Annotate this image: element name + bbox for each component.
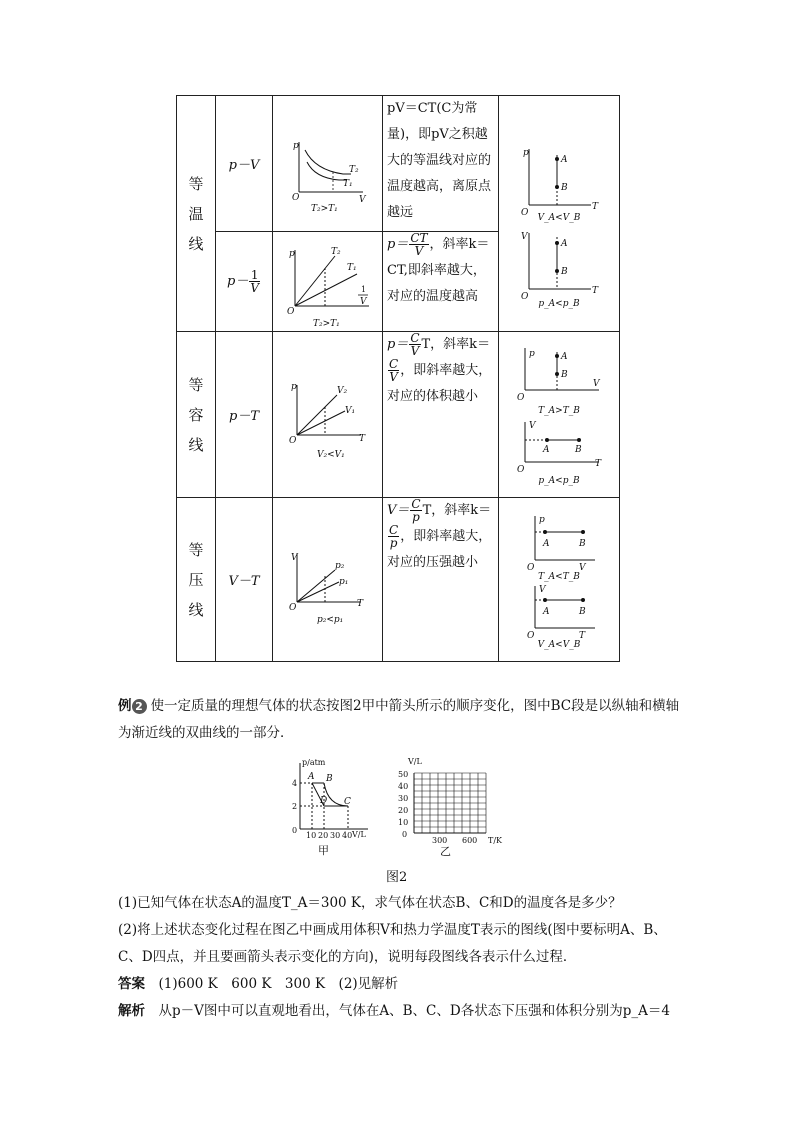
x-tick: 600 [462,836,478,845]
graph-cell-p-v [273,96,383,232]
y-axis-label: p [293,140,299,151]
point-a [555,157,559,161]
y-axis-label: V [529,420,536,431]
x-axis-label: V/L [352,830,366,839]
y-tick: 10 [398,818,409,827]
x-axis-label: T [592,201,599,212]
frac-den: p [412,510,420,524]
fraction [249,269,260,294]
frac-num: C [389,357,399,371]
y-axis-label: V/L [408,757,422,766]
graph-caption: T₂>T₁ [311,203,338,214]
desc-v-t [383,498,499,662]
kind-char: 线 [188,600,204,619]
examples-isochore [499,332,620,498]
line-label-v2: V₂ [337,385,348,396]
curve-label-t1: T₁ [343,178,353,189]
statement-text: 使一定质量的理想气体的状态按图2甲中箭头所示的顺序变化，图中BC段是以纵轴和横轴为渐近线的双曲线的一部分． [118,698,680,741]
fraction [388,358,399,383]
origin-label: O [289,435,297,446]
figure-caption: 图2 [386,870,408,885]
x-tick: 10 [306,831,317,840]
isotherm-curve-t1 [307,162,347,180]
origin-label: O [287,306,295,317]
example-caption: V_A<V_B [537,639,581,650]
line-label-p2: p₂ [335,560,345,571]
x-tick: 40 [342,831,353,840]
desc-p-t [383,332,499,498]
badge-number: 2 [132,699,147,714]
examples-isotherm [499,96,620,332]
line-v2 [297,395,337,435]
fraction [409,232,428,257]
y-axis-label: p [539,514,545,525]
isotherm-pv-graph [273,114,381,214]
graph-cell-p-invv [273,232,383,332]
kind-char: 压 [188,570,204,589]
desc-prefix: p＝ [387,237,409,252]
y-axis-label: p/atm [302,758,326,767]
isotherm-curve-t2 [305,150,351,174]
example-badge [118,693,147,720]
answer-line [118,971,683,998]
example-graph-vt [499,582,619,642]
kind-char: 等 [188,540,204,559]
origin-label: O [292,192,300,203]
x-axis-label: V [593,378,600,389]
y-tick: 30 [398,794,409,803]
line-t1 [295,274,357,306]
relation-v-t: V－T [216,498,273,662]
frac-num: CT [410,231,428,245]
answer-label: 答案 [118,976,145,992]
desc-p-v [383,96,499,232]
frac-den: V [414,244,424,258]
desc-suffix: ，即斜率越大，对应的体积越小 [387,363,492,404]
fraction [410,498,421,523]
x-axis-label: V [579,562,586,573]
kind-char: 线 [188,234,204,253]
frac-num: 1 [250,268,259,282]
x-tick: 300 [432,836,448,845]
question-1: (1)已知气体在状态A的温度T_A＝300 K，求气体在状态B、C和D的温度各是多少？ [118,895,622,911]
isochore-graph [273,365,381,465]
relation-p-t: p－T [216,332,273,498]
analysis-label: 解析 [118,1003,145,1019]
line-label-p1: p₁ [339,576,349,587]
desc-p-invv [383,232,499,332]
point-label-b: B [561,182,568,193]
x-tick: 20 [318,831,329,840]
analysis-line [118,998,683,1025]
point-label-b: B [579,606,586,617]
desc-text: pV＝CT(C为常量)，即pV之积越大的等温线对应的温度越高，离原点越远 [387,101,492,220]
relation-p-invv [216,232,273,332]
origin-label: O [517,464,525,475]
point-label-a: A [543,538,550,549]
frac-num: C [389,523,399,537]
line-label-t1: T₁ [347,262,357,273]
answer-text: (1)600 K 600 K 300 K (2)见解析 [158,976,399,992]
analysis-text: 从p－V图中可以直观地看出，气体在A、B、C、D各状态下压强和体积分别为p_A＝4 [158,1003,670,1019]
isobar-graph [273,530,381,630]
kind-char: 线 [188,435,204,454]
example-caption: p_A<p_B [538,298,580,309]
point-label-a: A [543,606,550,617]
desc-prefix: p＝ [387,337,409,352]
row-kind-isotherm [177,96,216,332]
frac-den: V [250,281,259,295]
x-tick: 30 [330,831,341,840]
x-axis-label: T [592,285,599,296]
line-v1 [297,411,345,435]
y-axis-label: V [521,231,528,242]
kind-char: 等 [188,375,204,394]
y-axis-label: p [523,147,529,158]
y-axis-label: p [529,348,535,359]
origin-label: O [527,562,535,573]
example-graph-vt [499,223,619,303]
y-axis-label: p [289,248,295,259]
origin-label: O [517,392,525,403]
row-kind-isochore [177,332,216,498]
example-graph-vt [499,416,619,480]
graph-caption: T₂>T₁ [313,318,340,329]
desc-prefix: V＝ [387,503,410,518]
x-axis-label: T [357,598,364,609]
y-tick: 50 [398,770,409,779]
graph-caption: p₂<p₁ [317,614,344,625]
example-caption: T_A>T_B [538,405,580,416]
graph-cell-v-t [273,498,383,662]
y-tick: 4 [292,779,298,788]
point-b [555,185,559,189]
gas-law-table [176,95,620,662]
line-label-t2: T₂ [331,246,341,257]
desc-mid: T，斜率k＝ [421,337,491,352]
y-tick: 20 [398,806,409,815]
graph-cell-p-t [273,332,383,498]
point-label-b: B [575,444,582,455]
example-caption: T_A<T_B [538,571,580,582]
desc-mid: T，斜率k＝ [422,503,492,518]
point-label-b: B [561,266,568,277]
x-axis-label: T [595,458,602,469]
curve-label-t2: T₂ [349,164,359,175]
example-caption: p_A<p_B [538,475,580,486]
figure-jia-pv [282,757,382,859]
x-axis-label: T [359,433,366,444]
origin-label: O [289,602,297,613]
point-label-d: D [320,796,328,806]
point-label-a: A [561,238,568,249]
example-caption: V_A<V_B [537,212,581,223]
point-label-a: A [308,772,315,782]
x-axis-label: T [579,630,586,641]
figure-label: 乙 [440,845,451,858]
row-kind-isobar [177,498,216,662]
fraction [388,524,399,549]
figure-yi-grid [392,755,510,859]
line-t2 [295,256,335,306]
origin-label: O [521,207,529,218]
point-label-b: B [579,538,586,549]
y-tick: 2 [292,802,298,811]
fraction [409,332,420,357]
example-graph-pt [499,119,619,219]
origin-label: O [521,291,529,302]
examples-isobar [499,498,620,662]
point-label-c: C [344,797,351,807]
point-label-b: B [561,369,568,380]
origin-label: O [527,630,535,641]
point-a [555,241,559,245]
isotherm-p-invv-graph [273,234,381,330]
figure-label: 甲 [318,844,329,857]
y-axis-label: V [291,552,298,563]
relation-p-v: p－V [216,96,273,232]
y-tick: 40 [398,782,409,791]
kind-char: 等 [188,174,204,193]
question-2: (2)将上述状态变化过程在图乙中画成用体积V和热力学温度T表示的图线(图中要标明A、B、C、D四点，并且要画箭头表示变化的方向)，说明每段图线各表示什么过程． [118,922,667,965]
kind-char: 温 [188,204,204,223]
frac-den: V [410,344,420,358]
y-tick: 0 [402,830,408,839]
badge-text: 例 [118,698,132,714]
example-statement [118,693,683,747]
frac-den: p [389,536,398,550]
x-axis-label: T/K [488,836,503,845]
frac-num: C [410,331,420,345]
line-label-v1: V₁ [345,405,356,416]
grid [414,773,486,833]
graph-caption: V₂<V₁ [317,449,345,460]
kind-char: 容 [188,405,204,424]
point-label-a: A [543,444,550,455]
point-b [555,269,559,273]
line-p2 [297,570,335,602]
relation-prefix: p－ [227,274,249,289]
x-axis-den: V [360,296,367,307]
desc-suffix: ，斜率k＝CT,即斜率越大，对应的温度越高 [387,237,490,304]
frac-num: C [411,497,421,511]
point-label-a: A [561,351,568,362]
point-label-a: A [561,154,568,165]
point-label-b: B [326,774,333,784]
y-tick: 0 [292,826,298,835]
y-axis-label: p [291,381,297,392]
x-axis-num: 1 [361,284,367,294]
line-p1 [297,582,339,602]
x-axis-label: V [359,194,366,205]
example-graph-pv [499,344,619,410]
y-axis-label: V [539,584,546,595]
frac-den: V [389,370,398,384]
example-graph-pv [499,510,619,574]
desc-suffix: ，即斜率越大，对应的压强越小 [387,529,492,570]
